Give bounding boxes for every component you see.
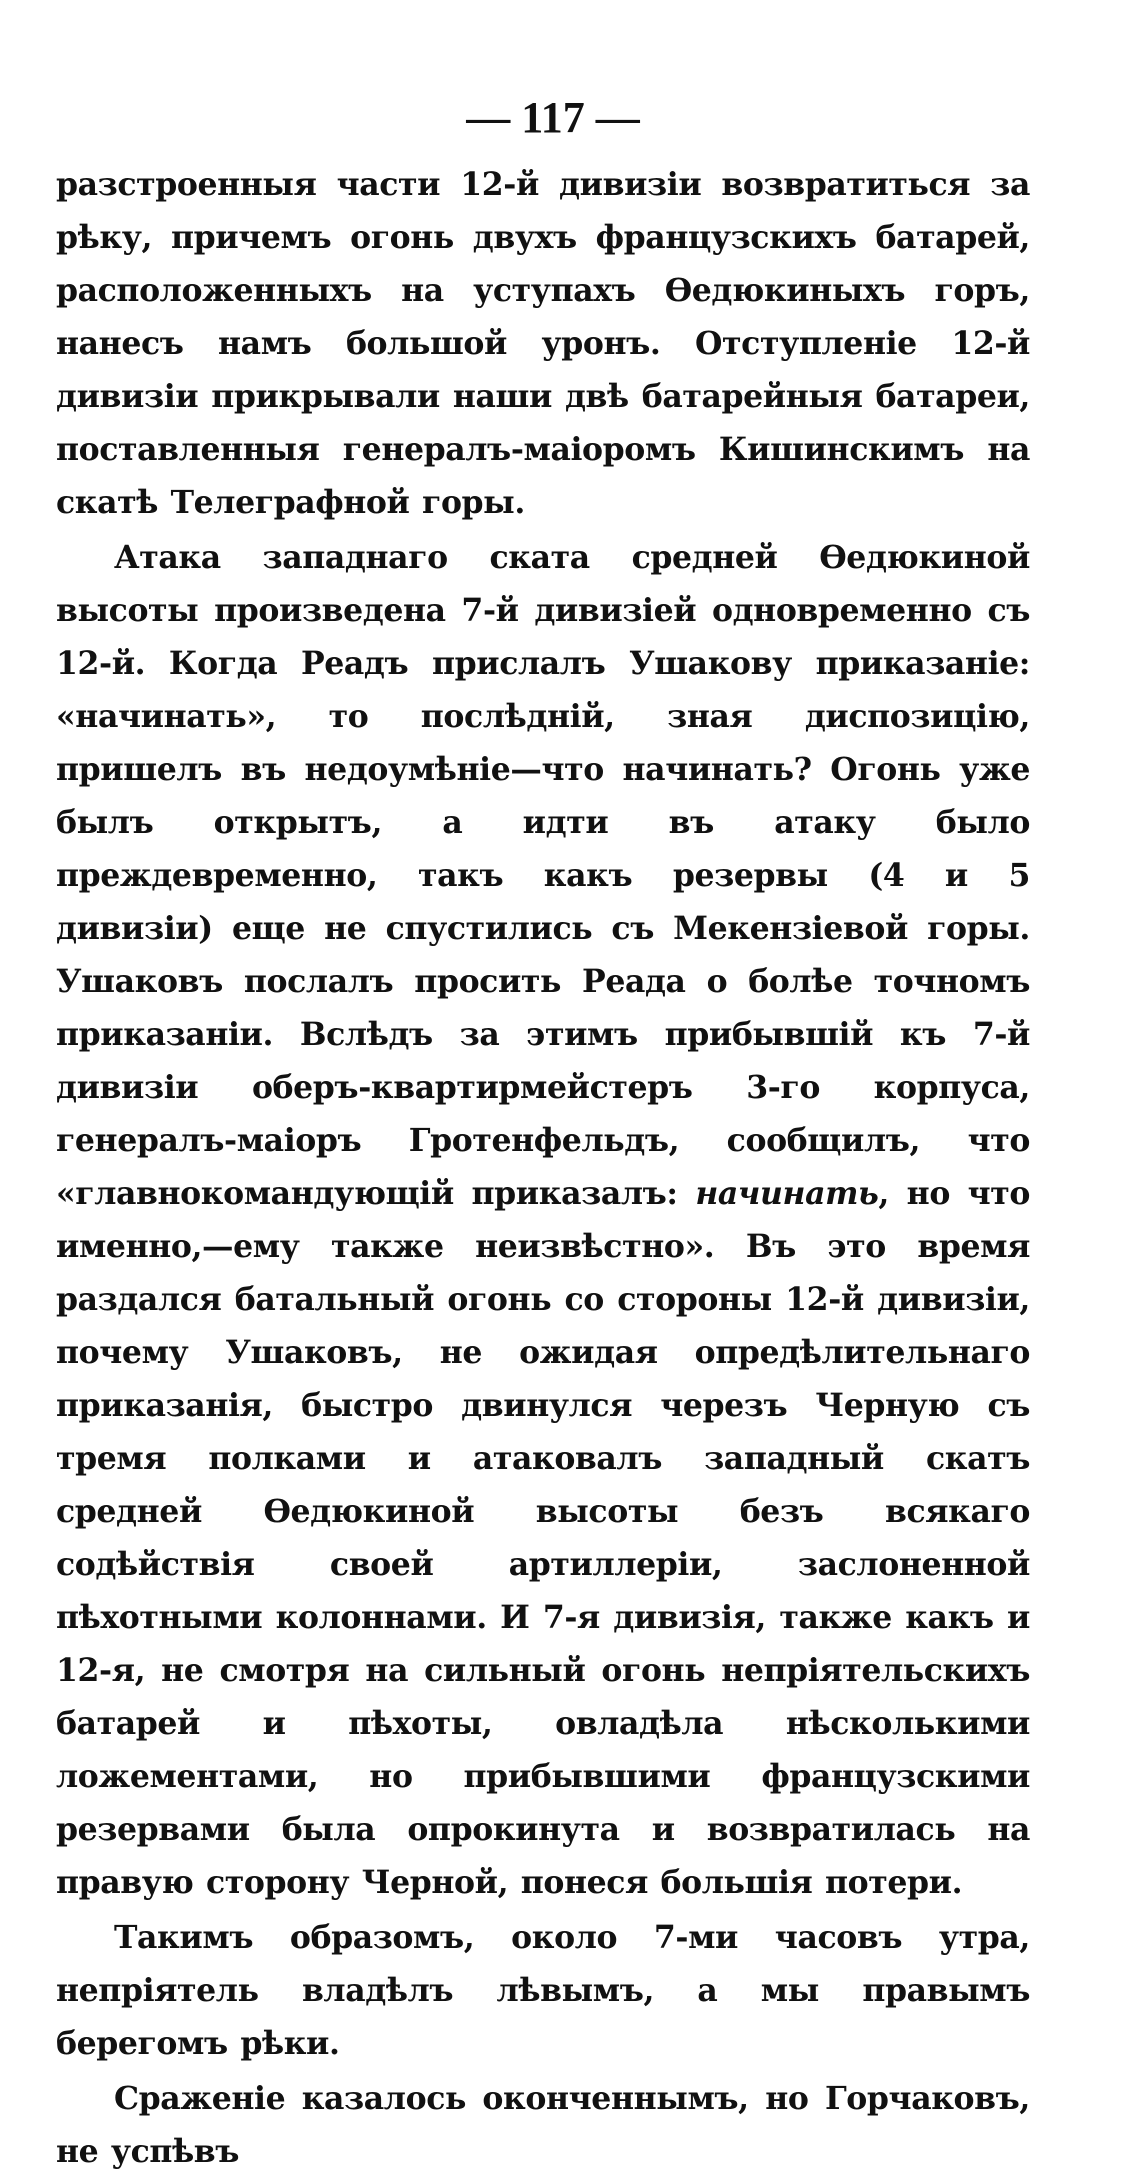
page-number: — 117 — bbox=[466, 93, 640, 142]
paragraph-2 bbox=[56, 531, 1030, 1909]
paragraph-3: Такимъ образомъ, около 7-ми часовъ утра, непріятель владѣлъ лѣвымъ, а мы правымъ берегомъ рѣки. bbox=[56, 1919, 1030, 2062]
emphasized-word: начинать bbox=[695, 1175, 879, 1212]
paragraph-2-text-before: Атака западнаго ската средней Ѳедюкиной высоты произведена 7-й дивизіей одновременно съ 12-й. Когда Реадъ прислалъ Ушакову приказаніе: «начинать», то послѣдній, зная диспозицію, пришелъ въ недоумѣніе—что начинать? Огонь уже былъ открытъ, а идти въ атаку было преждевременно, такъ какъ резервы (4 и 5 дивизіи) еще не спустились съ Мекензіевой горы. Ушаковъ послалъ просить Реада о болѣе точномъ приказаніи. Вслѣдъ за этимъ прибывшій къ 7-й дивизіи оберъ-квартирмейстеръ 3-го корпуса, генералъ-маіоръ Гротенфельдъ, сообщилъ, что «главнокомандующій приказалъ: bbox=[56, 539, 1030, 1212]
book-page bbox=[56, 90, 1030, 2180]
paragraph-1: разстроенныя части 12-й дивизіи возвратиться за рѣку, причемъ огонь двухъ французскихъ батарей, расположенныхъ на уступахъ Ѳедюкиныхъ горъ, нанесъ намъ большой уронъ. Отступленіе 12-й дивизіи прикрывали наши двѣ батарейныя батареи, поставленныя генералъ-маіоромъ Кишинскимъ на скатѣ Телеграфной горы. bbox=[56, 166, 1030, 521]
paragraph-4: Сраженіе казалось оконченнымъ, но Горчаковъ, не успѣвъ bbox=[56, 2080, 1030, 2170]
paragraph-2-text-after: , но что именно,—ему также неизвѣстно». Въ это время раздался батальный огонь со стороны 12-й дивизіи, почему Ушаковъ, не ожидая опредѣлительнаго приказанія, быстро двинулся черезъ Черную съ тремя полками и атаковалъ западный скатъ средней Ѳедюкиной высоты безъ всякаго содѣйствія своей артиллеріи, заслоненной пѣхотными колоннами. И 7-я дивизія, также какъ и 12-я, не смотря на сильный огонь непріятельскихъ батарей и пѣхоты, овладѣла нѣсколькими ложементами, но прибывшими французскими резервами была опрокинута и возвратилась на правую сторону Черной, понеся большія потери. bbox=[56, 1175, 1030, 1901]
